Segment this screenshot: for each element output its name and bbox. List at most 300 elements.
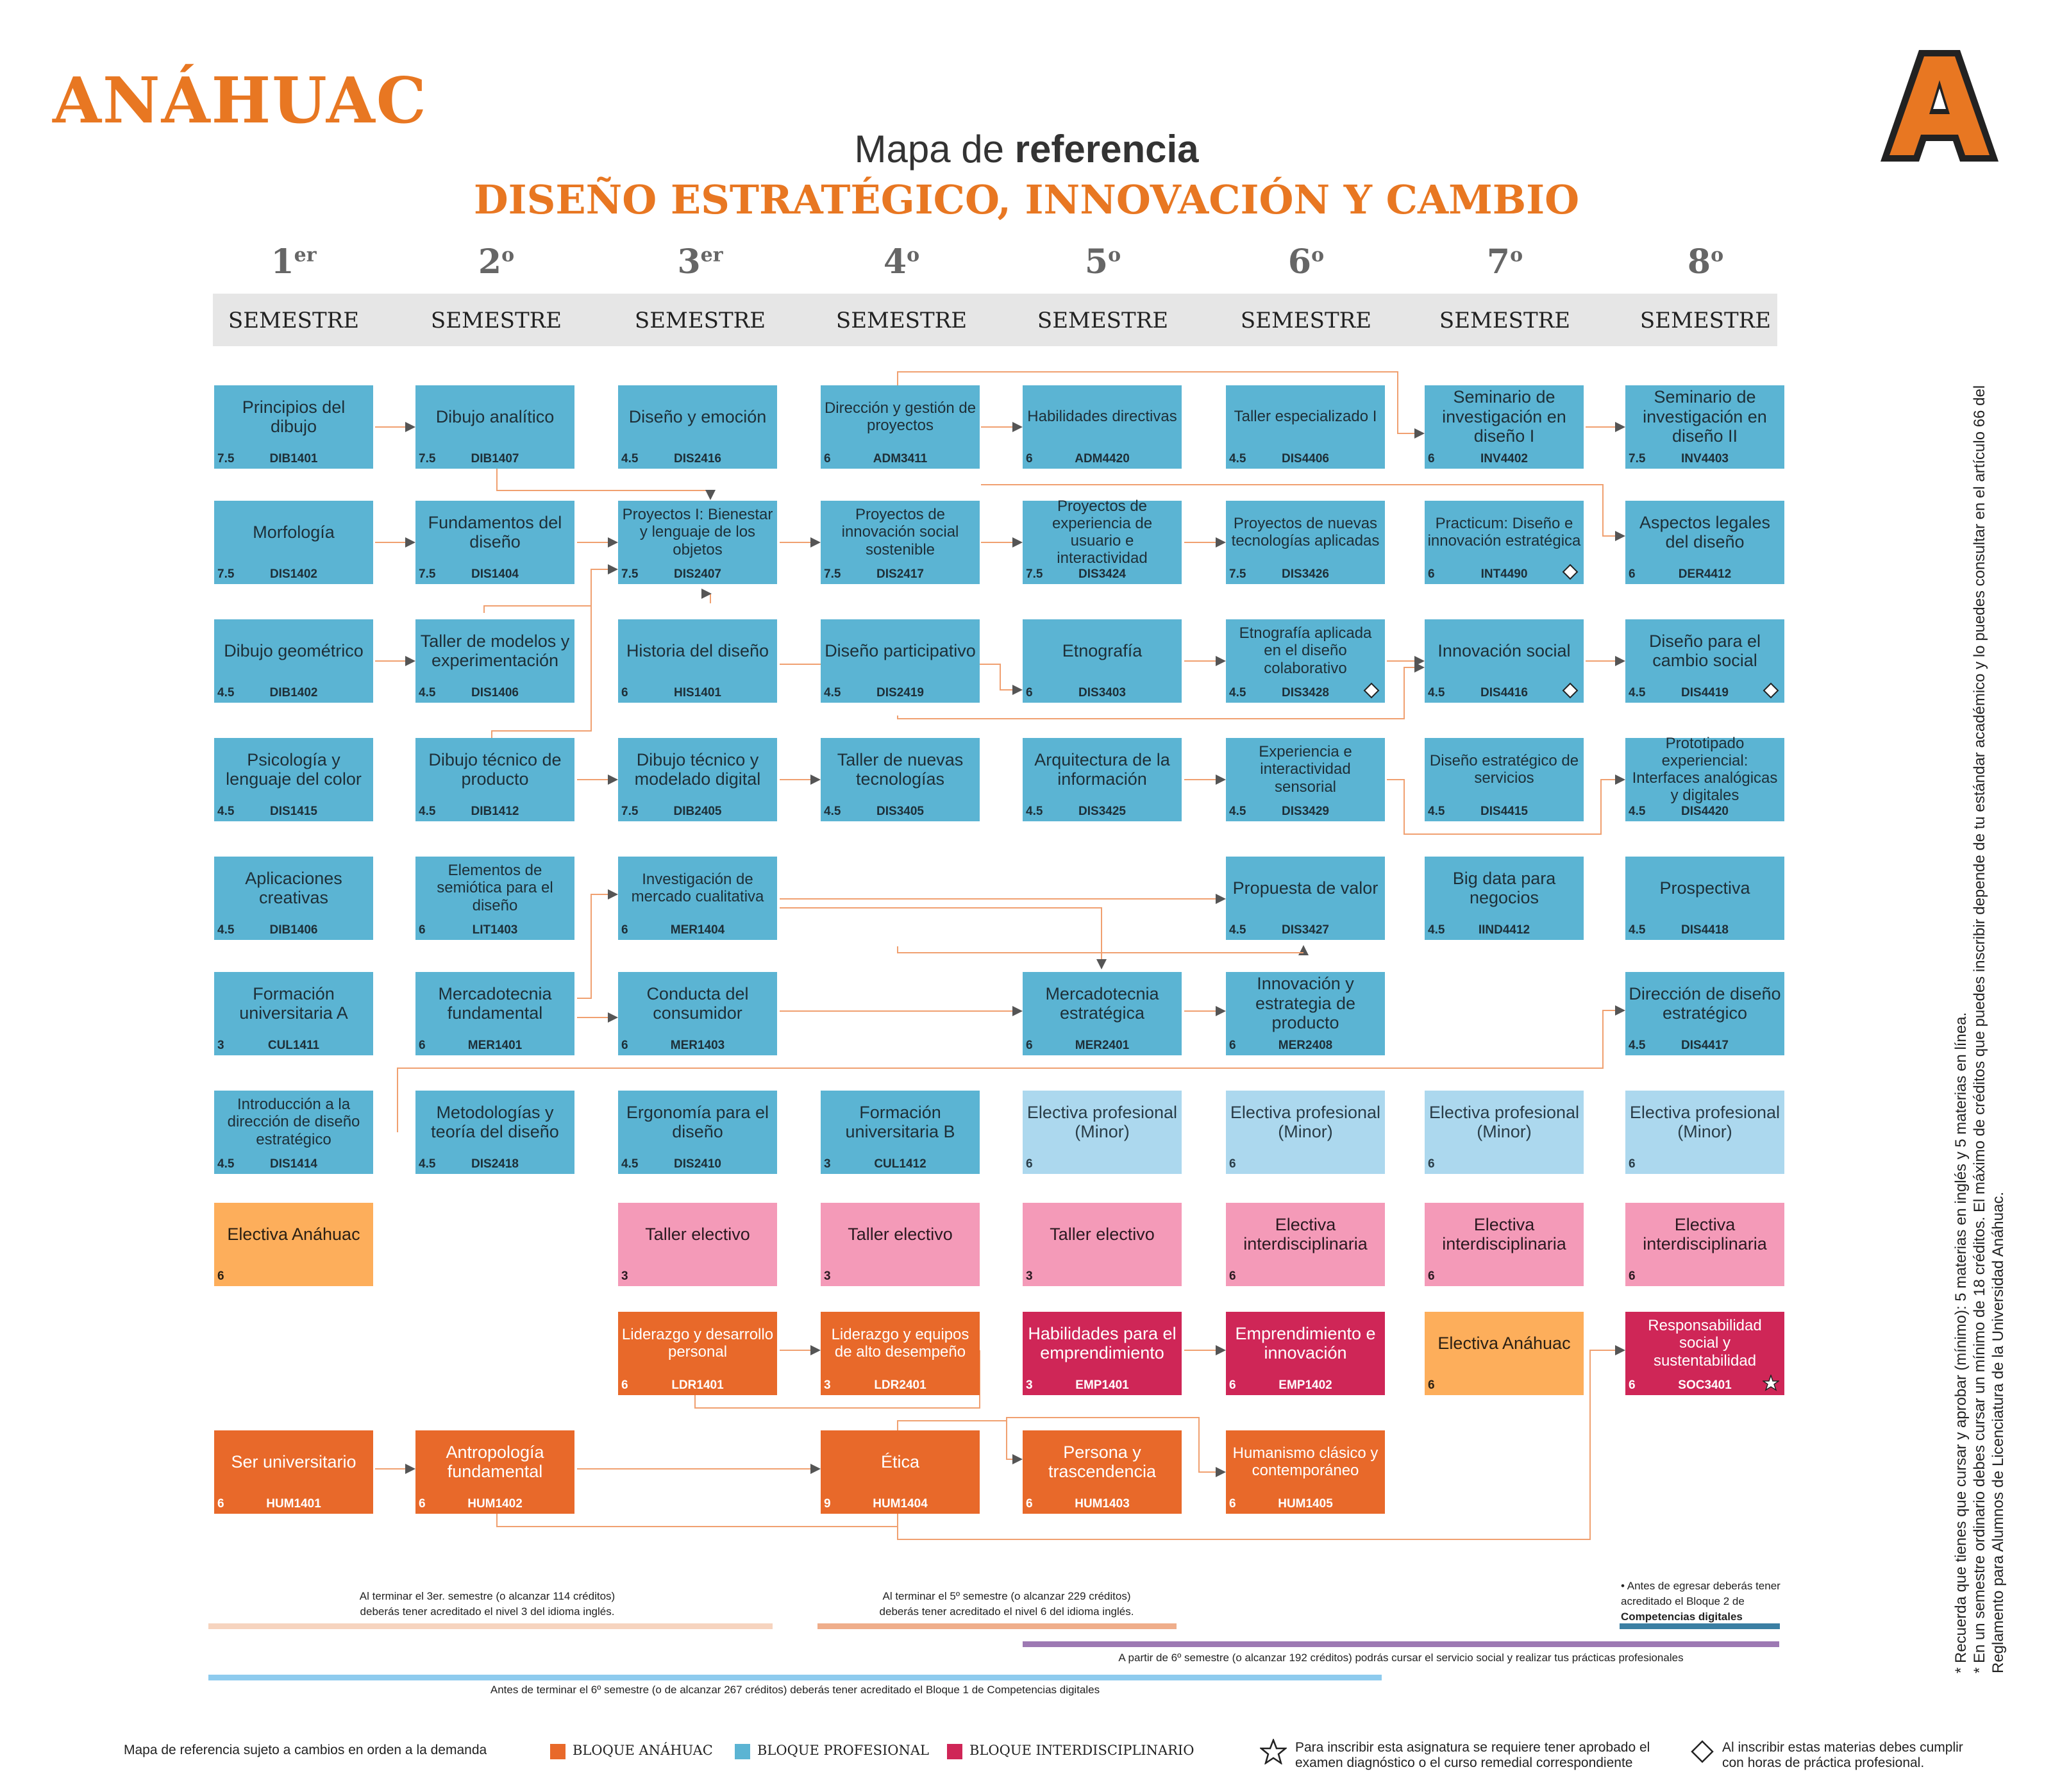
course-code: EMP1401 <box>1075 1378 1129 1392</box>
course-card <box>214 385 373 469</box>
course-credits: 6 <box>1229 1497 1236 1511</box>
diamond-icon <box>1763 682 1779 699</box>
course-card <box>1023 1091 1182 1174</box>
course-name: Aspectos legales del diseño <box>1639 512 1771 551</box>
course-credits: 4.5 <box>1428 686 1445 699</box>
course-name: Metodologías y teoría del diseño <box>431 1102 559 1141</box>
star-icon <box>1260 1739 1287 1764</box>
course-card <box>415 501 574 584</box>
course-name: Taller de modelos y experimentación <box>420 631 570 670</box>
course-card <box>214 1091 373 1174</box>
legend-swatch-interdisciplinario <box>947 1744 962 1759</box>
course-card <box>1625 385 1784 469</box>
course-name: Investigación de mercado cualitativa <box>631 870 764 905</box>
course-name: Dirección y gestión de proyectos <box>824 399 976 434</box>
course-name: Habilidades directivas <box>1027 408 1177 426</box>
course-code: DIS4415 <box>1480 805 1528 818</box>
course-code: DIS3428 <box>1282 686 1329 699</box>
course-card <box>618 619 777 703</box>
course-credits: 6 <box>1428 1157 1435 1171</box>
course-credits: 6 <box>621 686 628 699</box>
course-credits: 6 <box>1629 1378 1636 1392</box>
course-name: Dibujo geométrico <box>224 641 364 660</box>
course-name: Dibujo técnico y modelado digital <box>634 749 761 789</box>
course-name: Mercadotecnia fundamental <box>438 984 552 1023</box>
course-name: Introducción a la dirección de diseño estratégico <box>227 1096 360 1148</box>
course-card <box>821 1091 980 1174</box>
course-card <box>1425 385 1584 469</box>
course-card <box>1625 1312 1784 1395</box>
course-credits: 7.5 <box>419 567 436 581</box>
course-code: MER2401 <box>1075 1039 1130 1052</box>
course-code: DIS4418 <box>1681 923 1729 937</box>
course-card <box>1625 619 1784 703</box>
semester-label: SEMESTRE <box>1439 308 1571 333</box>
course-card <box>821 385 980 469</box>
course-credits: 3 <box>621 1269 628 1283</box>
semester-label: SEMESTRE <box>228 308 360 333</box>
course-card <box>1425 619 1584 703</box>
course-code: DIS3427 <box>1282 923 1329 937</box>
note-english-6: Al terminar el 5º semestre (o alcanzar 229 créditos) deberás tener acreditado el nivel 6 del idioma inglés. <box>879 1590 1134 1618</box>
diamond-icon <box>1562 564 1579 580</box>
course-code: DIS4417 <box>1681 1039 1729 1052</box>
course-name: Taller especializado I <box>1234 408 1377 426</box>
course-code: DIS1406 <box>471 686 519 699</box>
course-credits: 6 <box>1229 1378 1236 1392</box>
course-name: Electiva interdisciplinaria <box>1643 1214 1767 1253</box>
course-card <box>1023 497 1182 584</box>
anahuac-wordmark: ANÁHUAC <box>53 64 428 138</box>
course-card <box>1425 857 1584 940</box>
course-card <box>1625 1203 1784 1286</box>
course-credits: 4.5 <box>1629 923 1646 937</box>
course-name: Seminario de investigación en diseño I <box>1442 387 1566 446</box>
star-icon <box>1763 1375 1779 1391</box>
bar-digital-1 <box>208 1675 1382 1680</box>
course-card <box>1023 1312 1182 1395</box>
course-name: Emprendimiento e innovación <box>1235 1323 1376 1362</box>
course-name: Dibujo analítico <box>435 406 555 426</box>
course-code: DIS4420 <box>1681 805 1729 818</box>
course-code: DIS3429 <box>1282 805 1329 818</box>
course-card <box>415 857 574 940</box>
course-card <box>214 738 373 821</box>
semester-label: SEMESTRE <box>634 308 766 333</box>
bar-social-service <box>1023 1641 1779 1647</box>
course-code: DIS2417 <box>876 567 924 581</box>
course-card <box>1425 738 1584 821</box>
course-name: Diseño participativo <box>825 641 976 660</box>
course-code: DIB1406 <box>269 923 318 937</box>
course-card <box>618 1312 777 1395</box>
course-name: Electiva profesional (Minor) <box>1026 1102 1178 1141</box>
course-name: Electiva profesional (Minor) <box>1230 1102 1381 1141</box>
course-credits: 4.5 <box>1229 686 1246 699</box>
course-name: Dibujo técnico de producto <box>428 749 562 789</box>
course-card <box>618 1203 777 1286</box>
course-code: MER1401 <box>467 1039 523 1052</box>
course-card <box>1425 501 1584 584</box>
course-credits: 4.5 <box>217 686 235 699</box>
course-code: DIS3424 <box>1078 567 1126 581</box>
course-name: Arquitectura de la información <box>1034 749 1170 789</box>
course-credits: 7.5 <box>621 567 639 581</box>
course-credits: 6 <box>1026 1039 1033 1052</box>
course-code: DIS3405 <box>876 805 924 818</box>
course-card <box>214 972 373 1055</box>
course-code: LIT1403 <box>472 923 518 937</box>
course-card <box>1023 738 1182 821</box>
course-card <box>1226 619 1385 703</box>
course-name: Etnografía <box>1062 641 1143 660</box>
course-code: DER4412 <box>1678 567 1732 581</box>
legend-anahuac: BLOQUE ANÁHUAC <box>573 1743 713 1758</box>
course-card <box>1226 501 1385 584</box>
note-digital-1: Antes de terminar el 6º semestre (o de alcanzar 267 créditos) deberás tener acreditado el Bloque 1 de Competencias digitales <box>490 1684 1100 1696</box>
course-code: LDR2401 <box>874 1378 926 1392</box>
course-credits: 6 <box>1428 567 1435 581</box>
course-card <box>1226 738 1385 821</box>
course-credits: 6 <box>824 452 831 465</box>
course-credits: 6 <box>1629 1269 1636 1283</box>
course-card <box>1425 1312 1584 1395</box>
course-name: Electiva interdisciplinaria <box>1442 1214 1566 1253</box>
course-credits: 4.5 <box>824 805 841 818</box>
legend-diamond-note: Al inscribir estas materias debes cumplir con horas de práctica profesional. <box>1722 1740 1963 1770</box>
diamond-icon <box>1691 1740 1714 1763</box>
course-credits: 6 <box>1428 452 1435 465</box>
course-card <box>1023 619 1182 703</box>
course-card <box>214 619 373 703</box>
course-card <box>618 738 777 821</box>
course-name: Habilidades para el emprendimiento <box>1028 1323 1177 1362</box>
course-code: MER1404 <box>670 923 725 937</box>
course-card <box>618 501 777 584</box>
course-card <box>821 1203 980 1286</box>
course-credits: 4.5 <box>621 1157 639 1171</box>
course-card <box>1625 501 1784 584</box>
course-credits: 6 <box>1629 567 1636 581</box>
course-card <box>1226 857 1385 940</box>
course-credits: 7.5 <box>1026 567 1043 581</box>
semester-number: 8$^o$ <box>1687 242 1724 281</box>
course-code: DIB1407 <box>471 452 519 465</box>
course-name: Formación universitaria B <box>845 1102 955 1141</box>
course-card <box>618 1091 777 1174</box>
course-name: Dirección de diseño estratégico <box>1629 984 1781 1023</box>
course-credits: 4.5 <box>824 686 841 699</box>
course-name: Etnografía aplicada en el diseño colaborativo <box>1239 624 1372 677</box>
course-credits: 4.5 <box>1629 1039 1646 1052</box>
course-code: INT4490 <box>1480 567 1528 581</box>
course-card <box>1023 1203 1182 1286</box>
course-code: HUM1405 <box>1278 1497 1333 1511</box>
legend-star-note: Para inscribir esta asignatura se requiere tener aprobado el examen diagnóstico o el curso remedial correspondiente <box>1295 1740 1650 1770</box>
course-card <box>415 1430 574 1514</box>
course-card <box>1425 1203 1584 1286</box>
course-name: Seminario de investigación en diseño II <box>1643 387 1767 446</box>
semester-number: 3er <box>677 242 723 281</box>
course-card <box>214 501 373 584</box>
course-credits: 4.5 <box>1428 805 1445 818</box>
course-name: Ser universitario <box>231 1452 356 1471</box>
course-card <box>1226 1430 1385 1514</box>
course-credits: 4.5 <box>217 805 235 818</box>
course-code: HUM1403 <box>1075 1497 1130 1511</box>
course-code: ADM4420 <box>1075 452 1130 465</box>
course-credits: 6 <box>621 1378 628 1392</box>
course-card <box>1226 385 1385 469</box>
course-credits: 7.5 <box>1629 452 1646 465</box>
course-card <box>1625 857 1784 940</box>
course-code: DIS3425 <box>1078 805 1126 818</box>
course-card <box>214 1430 373 1514</box>
course-name: Big data para negocios <box>1452 868 1556 907</box>
course-name: Liderazgo y desarrollo personal <box>621 1325 774 1361</box>
course-name: Proyectos de innovación social sostenible <box>841 506 959 558</box>
page-title: Mapa de referencia <box>854 128 1199 171</box>
course-code: DIS2418 <box>471 1157 519 1171</box>
course-name: Ergonomía para el diseño <box>626 1102 769 1141</box>
course-code: HUM1401 <box>266 1497 321 1511</box>
course-name: Proyectos de nuevas tecnologías aplicadas <box>1231 514 1380 549</box>
course-code: DIB1401 <box>269 452 318 465</box>
course-credits: 7.5 <box>217 452 235 465</box>
course-credits: 4.5 <box>1428 923 1445 937</box>
course-card <box>1226 1312 1385 1395</box>
course-code: HUM1402 <box>467 1497 523 1511</box>
course-name: Formación universitaria A <box>239 984 348 1023</box>
bar-digital-2 <box>1620 1623 1780 1629</box>
course-card <box>618 385 777 469</box>
course-name: Aplicaciones creativas <box>245 868 342 907</box>
bar-english-6 <box>817 1623 1177 1629</box>
course-name: Diseño y emoción <box>628 406 767 426</box>
course-code: DIS1415 <box>270 805 317 818</box>
course-card <box>415 972 574 1055</box>
course-name: Ética <box>880 1452 920 1471</box>
course-code: HUM1404 <box>873 1497 928 1511</box>
course-name: Persona y trascendencia <box>1048 1442 1157 1481</box>
course-code: DIB1412 <box>471 805 519 818</box>
semester-number: 5$^o$ <box>1084 242 1121 281</box>
course-name: Electiva Anáhuac <box>227 1224 360 1244</box>
course-name: Responsabilidad social y sustentabilidad <box>1648 1317 1762 1369</box>
course-credits: 9 <box>824 1497 831 1511</box>
diamond-icon <box>1562 682 1579 699</box>
course-credits: 6 <box>1026 1157 1033 1171</box>
course-code: DIS3426 <box>1282 567 1329 581</box>
course-credits: 4.5 <box>1026 805 1043 818</box>
course-credits: 6 <box>1229 1157 1236 1171</box>
course-credits: 4.5 <box>1629 805 1646 818</box>
course-card <box>1023 972 1182 1055</box>
legend-swatch-anahuac <box>550 1744 566 1759</box>
course-card <box>1023 1430 1182 1514</box>
course-code: DIS3403 <box>1078 686 1126 699</box>
course-card <box>821 501 980 584</box>
course-card <box>214 857 373 940</box>
course-credits: 4.5 <box>1229 923 1246 937</box>
course-credits: 6 <box>217 1269 224 1283</box>
legend-interdisciplinario: BLOQUE INTERDISCIPLINARIO <box>969 1743 1194 1758</box>
semester-label: SEMESTRE <box>1240 308 1372 333</box>
course-credits: 3 <box>217 1039 224 1052</box>
course-card <box>1226 1091 1385 1174</box>
legend-profesional: BLOQUE PROFESIONAL <box>757 1743 929 1758</box>
course-credits: 7.5 <box>217 567 235 581</box>
course-code: CUL1411 <box>267 1039 320 1052</box>
course-name: Taller electivo <box>645 1224 750 1244</box>
course-name: Conducta del consumidor <box>646 984 749 1023</box>
course-code: CUL1412 <box>874 1157 926 1171</box>
course-credits: 6 <box>1629 1157 1636 1171</box>
course-card <box>415 619 574 703</box>
course-code: EMP1402 <box>1278 1378 1332 1392</box>
course-name: Practicum: Diseño e innovación estratégica <box>1427 514 1581 549</box>
side-notes: * Recuerda que tienes que cursar y aprobar (mínimo): 5 materias en inglés y 5 materias en línea. * En un semestre ordinario debes cursar un mínimo de 18 créditos. El máximo de créditos que puedes inscribir depende de tu estándar académico y lo puedes consultar en el artículo 66 del Reglamento para Alumnos de Licenciatura de la Universidad Anáhuac. <box>1952 385 2007 1673</box>
course-credits: 6 <box>1026 452 1033 465</box>
course-card <box>618 972 777 1055</box>
course-credits: 3 <box>824 1269 831 1283</box>
course-credits: 6 <box>621 1039 628 1052</box>
course-code: DIS2416 <box>674 452 721 465</box>
course-card <box>1625 972 1784 1055</box>
course-card <box>618 857 777 940</box>
course-credits: 6 <box>621 923 628 937</box>
course-credits: 3 <box>824 1157 831 1171</box>
semester-label: SEMESTRE <box>1639 308 1772 333</box>
course-name: Prototipado experiencial: Interfaces analógicas y digitales <box>1632 734 1778 805</box>
course-credits: 6 <box>1229 1269 1236 1283</box>
course-name: Morfología <box>253 522 335 542</box>
course-name: Historia del diseño <box>626 641 769 660</box>
course-credits: 7.5 <box>1229 567 1246 581</box>
semester-label: SEMESTRE <box>1037 308 1169 333</box>
semester-number: 7$^o$ <box>1486 242 1523 281</box>
note-social-service: A partir de 6º semestre (o alcanzar 192 créditos) podrás cursar el servicio social y realizar tus prácticas profesionales <box>1118 1652 1684 1664</box>
course-name: Proyectos I: Bienestar y lenguaje de los objetos <box>622 506 773 558</box>
course-credits: 4.5 <box>419 805 436 818</box>
course-name: Diseño estratégico de servicios <box>1429 751 1579 787</box>
course-code: DIS4419 <box>1681 686 1729 699</box>
course-card <box>1023 385 1182 469</box>
course-name: Propuesta de valor <box>1232 878 1378 898</box>
course-name: Fundamentos del diseño <box>428 512 562 551</box>
semester-number: 4$^o$ <box>883 242 920 281</box>
course-card <box>1226 1203 1385 1286</box>
course-name: Electiva interdisciplinaria <box>1243 1214 1368 1253</box>
course-code: DIS1404 <box>471 567 519 581</box>
course-credits: 4.5 <box>621 452 639 465</box>
course-name: Liderazgo y equipos de alto desempeño <box>831 1325 969 1361</box>
course-code: DIS4416 <box>1480 686 1528 699</box>
course-credits: 6 <box>217 1497 224 1511</box>
course-code: MER1403 <box>670 1039 725 1052</box>
course-code: INV4403 <box>1681 452 1729 465</box>
course-name: Electiva profesional (Minor) <box>1629 1102 1781 1141</box>
course-credits: 4.5 <box>217 923 235 937</box>
course-name: Antropología fundamental <box>446 1442 544 1481</box>
course-code: LDR1401 <box>671 1378 724 1392</box>
course-code: ADM3411 <box>873 452 928 465</box>
course-card <box>415 385 574 469</box>
legend-swatch-profesional <box>735 1744 750 1759</box>
course-name: Mercadotecnia estratégica <box>1045 984 1159 1023</box>
course-card <box>1226 972 1385 1055</box>
course-credits: 4.5 <box>419 1157 436 1171</box>
course-card <box>415 738 574 821</box>
course-name: Proyectos de experiencia de usuario e interactividad <box>1052 497 1153 567</box>
course-code: DIS2410 <box>674 1157 721 1171</box>
course-name: Innovación y estrategia de producto <box>1255 974 1356 1033</box>
bar-english-3 <box>208 1623 773 1629</box>
course-code: SOC3401 <box>1678 1378 1732 1392</box>
course-code: MER2408 <box>1278 1039 1333 1052</box>
course-credits: 6 <box>1026 1497 1033 1511</box>
course-credits: 4.5 <box>217 1157 235 1171</box>
course-card <box>214 1203 373 1286</box>
course-credits: 6 <box>419 1497 426 1511</box>
course-code: DIB2405 <box>673 805 722 818</box>
course-credits: 4.5 <box>1229 452 1246 465</box>
course-card <box>821 1312 980 1395</box>
semester-label: SEMESTRE <box>430 308 562 333</box>
course-credits: 7.5 <box>824 567 841 581</box>
course-credits: 6 <box>1428 1378 1435 1392</box>
course-code: DIS2419 <box>876 686 924 699</box>
legend-disclaimer: Mapa de referencia sujeto a cambios en orden a la demanda <box>124 1743 487 1757</box>
note-english-3: Al terminar el 3er. semestre (o alcanzar 114 créditos) deberás tener acreditado el nivel 3 del idioma inglés. <box>359 1590 616 1618</box>
course-credits: 7.5 <box>621 805 639 818</box>
course-name: Taller electivo <box>1050 1224 1155 1244</box>
course-credits: 6 <box>1026 686 1033 699</box>
course-card <box>1425 1091 1584 1174</box>
semester-number: 6$^o$ <box>1287 242 1325 281</box>
course-code: DIB1402 <box>269 686 318 699</box>
course-credits: 4.5 <box>1629 686 1646 699</box>
course-credits: 6 <box>1428 1269 1435 1283</box>
note-digital-2: • Antes de egresar deberás tener acreditado el Bloque 2 de Competencias digitales <box>1621 1580 1781 1623</box>
course-credits: 7.5 <box>419 452 436 465</box>
course-card <box>821 1430 980 1514</box>
course-code: HIS1401 <box>674 686 721 699</box>
course-name: Prospectiva <box>1659 878 1750 898</box>
program-name: DISEÑO ESTRATÉGICO, INNOVACIÓN Y CAMBIO <box>473 176 1580 223</box>
course-credits: 4.5 <box>419 686 436 699</box>
course-card <box>415 1091 574 1174</box>
course-name: Principios del dibujo <box>242 397 346 436</box>
course-credits: 3 <box>1026 1269 1033 1283</box>
course-credits: 6 <box>419 1039 426 1052</box>
course-code: DIS2407 <box>674 567 721 581</box>
course-name: Taller de nuevas tecnologías <box>837 749 964 789</box>
course-name: Taller electivo <box>848 1224 953 1244</box>
course-name: Experiencia e interactividad sensorial <box>1259 743 1352 796</box>
semester-number: 1er <box>271 242 317 281</box>
course-name: Innovación social <box>1437 641 1571 660</box>
course-credits: 4.5 <box>1229 805 1246 818</box>
course-code: INV4402 <box>1480 452 1528 465</box>
course-card <box>821 619 980 703</box>
course-credits: 6 <box>1229 1039 1236 1052</box>
course-name: Psicología y lenguaje del color <box>226 749 362 789</box>
course-code: DIS1402 <box>270 567 317 581</box>
course-code: DIS4406 <box>1282 452 1329 465</box>
course-credits: 3 <box>1026 1378 1033 1392</box>
course-card <box>821 738 980 821</box>
